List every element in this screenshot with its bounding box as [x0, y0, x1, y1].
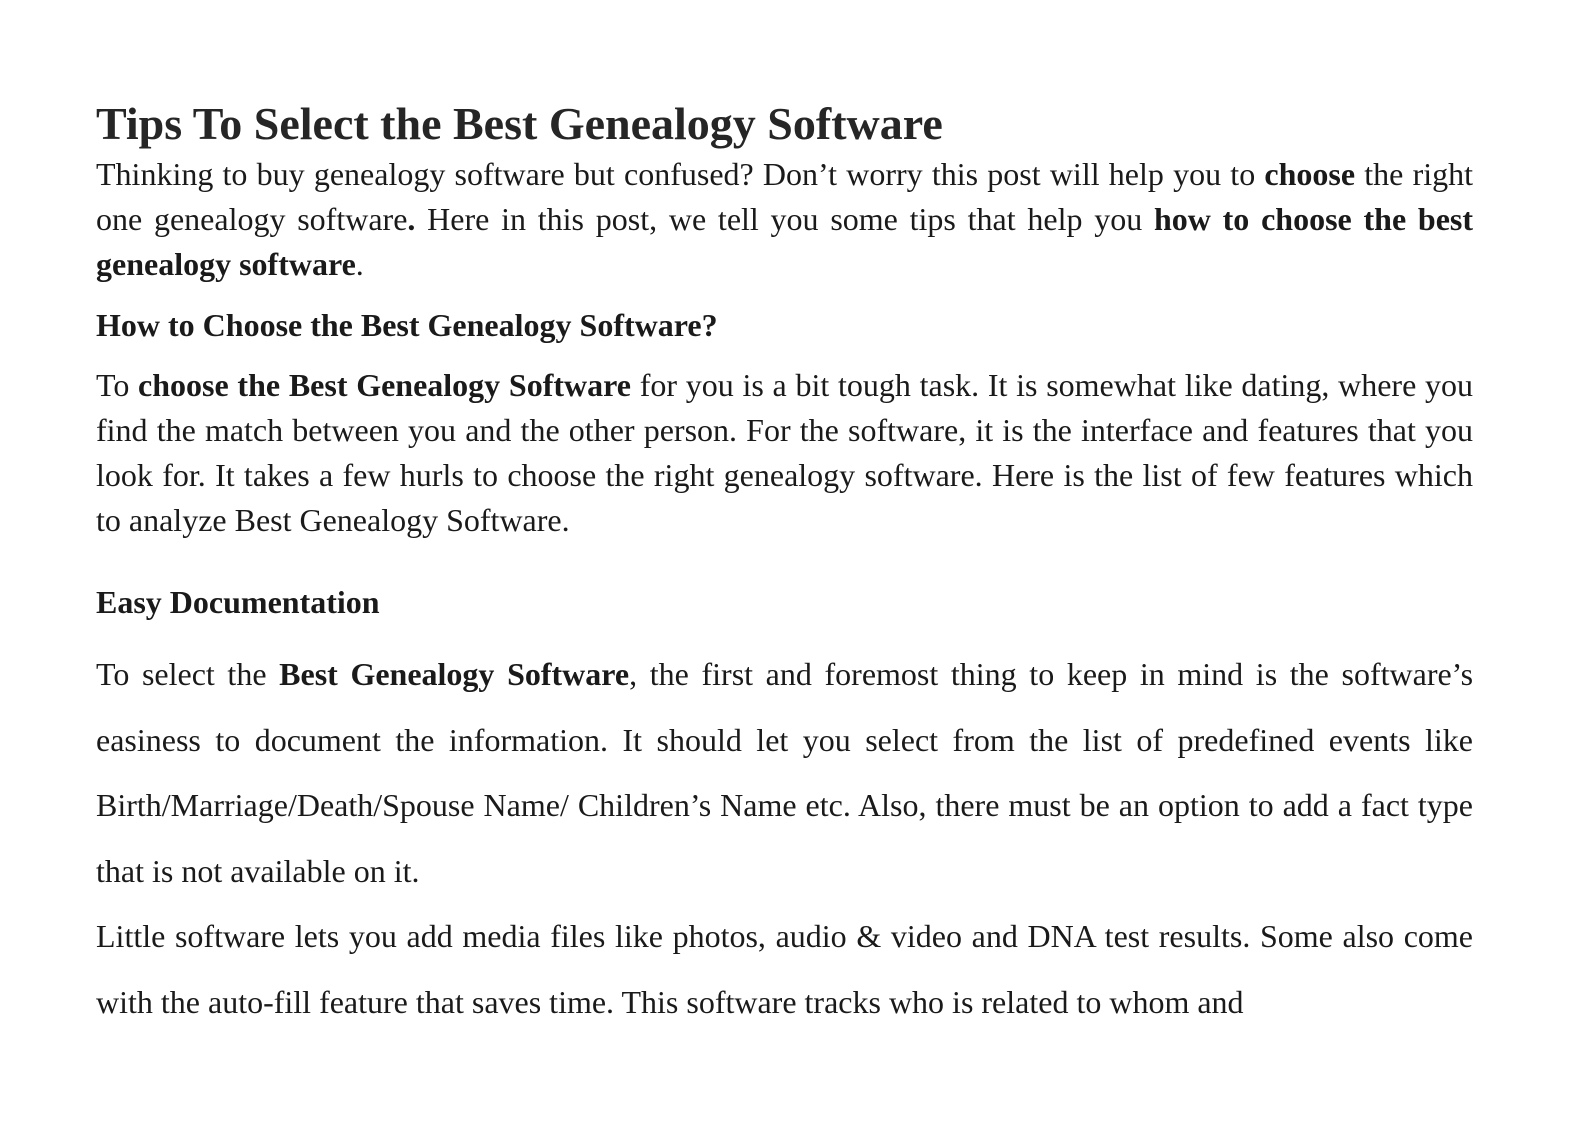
choose-bold-1: choose the Best Genealogy Software [138, 367, 631, 403]
how-to-choose-paragraph [96, 363, 1473, 543]
document-page [96, 96, 1473, 1035]
media-files-paragraph: Little software lets you add media files like photos, audio & video and DNA test results. Some also come with the auto-fill feature that saves time. This software tracks who is related to whom and [96, 918, 1473, 1020]
intro-text-3: Here in this post, we tell you some tips that help you [415, 201, 1154, 237]
select-text-2: , the first and foremost thing to keep in mind is the software’s easiness to document the information. It should let you select from the list of predefined events like Birth/Marriage/Death/Spouse Name/ Children’s Name etc. Also, there must be an option to add a fact type that is not available on it. [96, 656, 1474, 889]
section-heading-easy-documentation: Easy Documentation [96, 584, 380, 620]
intro-bold-3: how to choose the best genealogy software [96, 201, 1474, 282]
easy-documentation-paragraph [96, 642, 1473, 904]
intro-bold-1: choose [1264, 156, 1356, 192]
intro-paragraph [96, 152, 1473, 287]
choose-text-2: for you is a bit tough task. It is somewhat like dating, where you find the match between you and the other person. For the software, it is the interface and features that you look for. It takes a few hurls to choose the right genealogy software. Here is the list of few features which to analyze Best Genealogy Software. [96, 367, 1474, 538]
select-bold-1: Best Genealogy Software [279, 656, 630, 692]
intro-text-2: the right one genealogy software [96, 156, 1474, 237]
intro-text-4: . [355, 246, 364, 282]
select-text-1: To select the [96, 656, 280, 692]
intro-bold-2: . [407, 201, 416, 237]
section-heading-how-to-choose: How to Choose the Best Genealogy Software? [96, 307, 718, 343]
page-title: Tips To Select the Best Genealogy Software [96, 98, 943, 149]
choose-text-1: To [96, 367, 139, 403]
intro-text-1: Thinking to buy genealogy software but confused? Don’t worry this post will help you to [96, 156, 1265, 192]
